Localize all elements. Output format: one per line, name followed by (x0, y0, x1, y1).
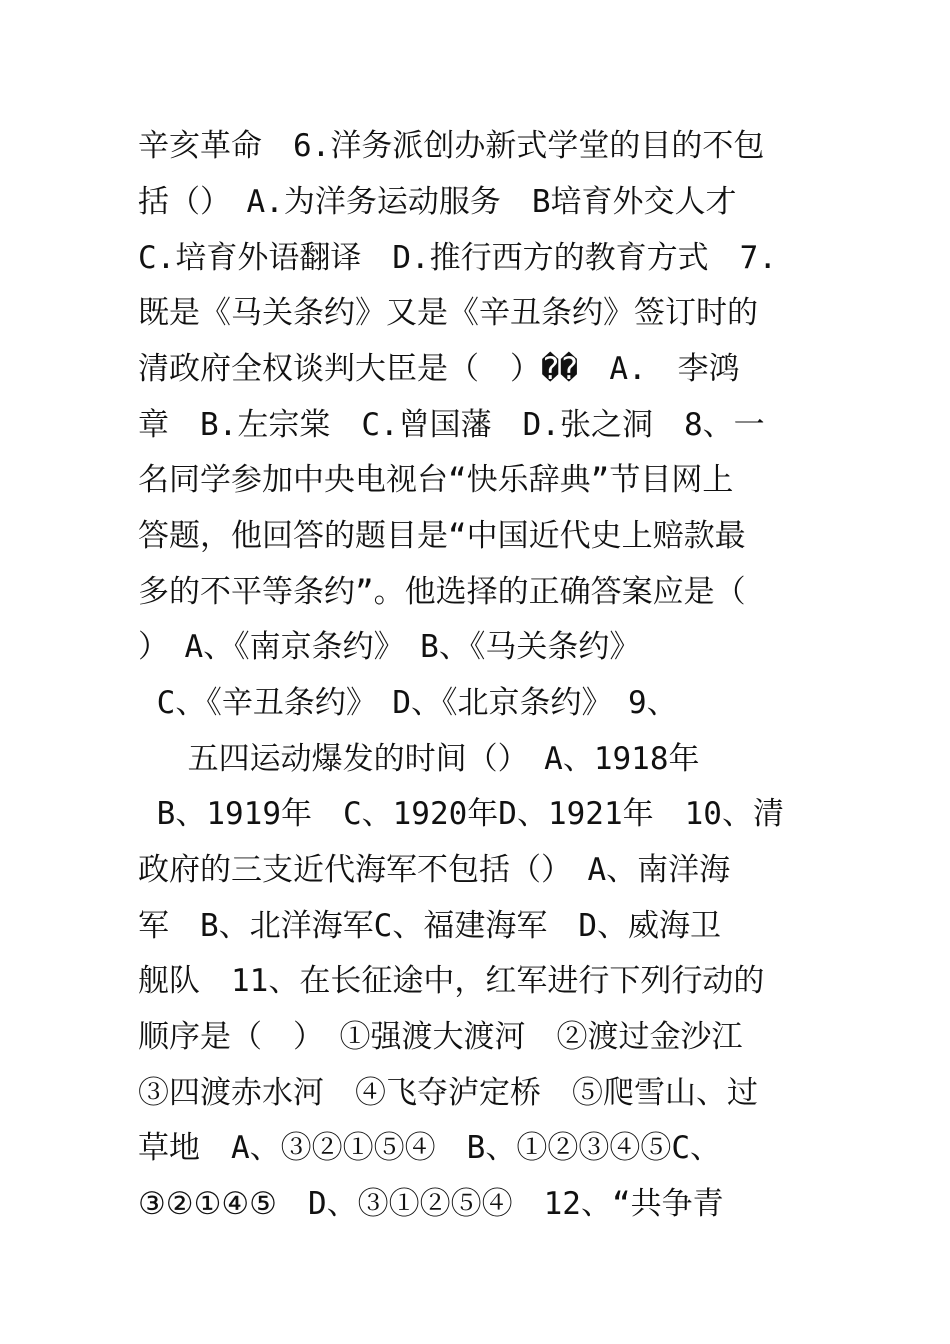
text-line: 舰队 11、在长征途中，红军进行下列行动的 (138, 963, 765, 999)
text-line: 政府的三支近代海军不包括（） A、南洋海 (138, 852, 731, 888)
text-line: C.培育外语翻译 D.推行西方的教育方式 7. (138, 240, 777, 276)
text-line: C、《辛丑条约》 D、《北京条约》 9、 (138, 685, 678, 721)
text-line: B、1919年 C、1920年D、1921年 10、清 (138, 796, 784, 832)
text-line: 五四运动爆发的时间（） A、1918年 (138, 741, 700, 777)
text-line: 草地 A、③②①⑤④ B、①②③④⑤C、 (138, 1130, 721, 1166)
text-line: 括（） A.为洋务运动服务 B培育外交人才 (138, 184, 737, 220)
text-line: ③②①④⑤ D、③①②⑤④ 12、“共争青 (138, 1186, 724, 1222)
text-line: 名同学参加中央电视台“快乐辞典”节目网上 (138, 462, 734, 498)
text-line: 清政府全权谈判大臣是（ ）�� A. 李鸿 (138, 351, 740, 387)
text-line: 辛亥革命 6.洋务派创办新式学堂的目的不包 (138, 128, 765, 164)
text-line: ③四渡赤水河 ④飞夺泸定桥 ⑤爬雪山、过 (138, 1075, 758, 1111)
text-line: 既是《马关条约》又是《辛丑条约》签订时的 (138, 295, 758, 331)
text-line: 多的不平等条约”。他选择的正确答案应是（ (138, 574, 746, 610)
text-line: ） A、《南京条约》 B、《马关条约》 (138, 629, 641, 665)
text-line: 答题，他回答的题目是“中国近代史上赔款最 (138, 518, 746, 554)
text-line: 军 B、北洋海军C、福建海军 D、威海卫 (138, 908, 721, 944)
text-line: 顺序是（ ） ①强渡大渡河 ②渡过金沙江 (138, 1019, 743, 1055)
text-line: 章 B.左宗棠 C.曾国藩 D.张之洞 8、一 (138, 407, 765, 443)
